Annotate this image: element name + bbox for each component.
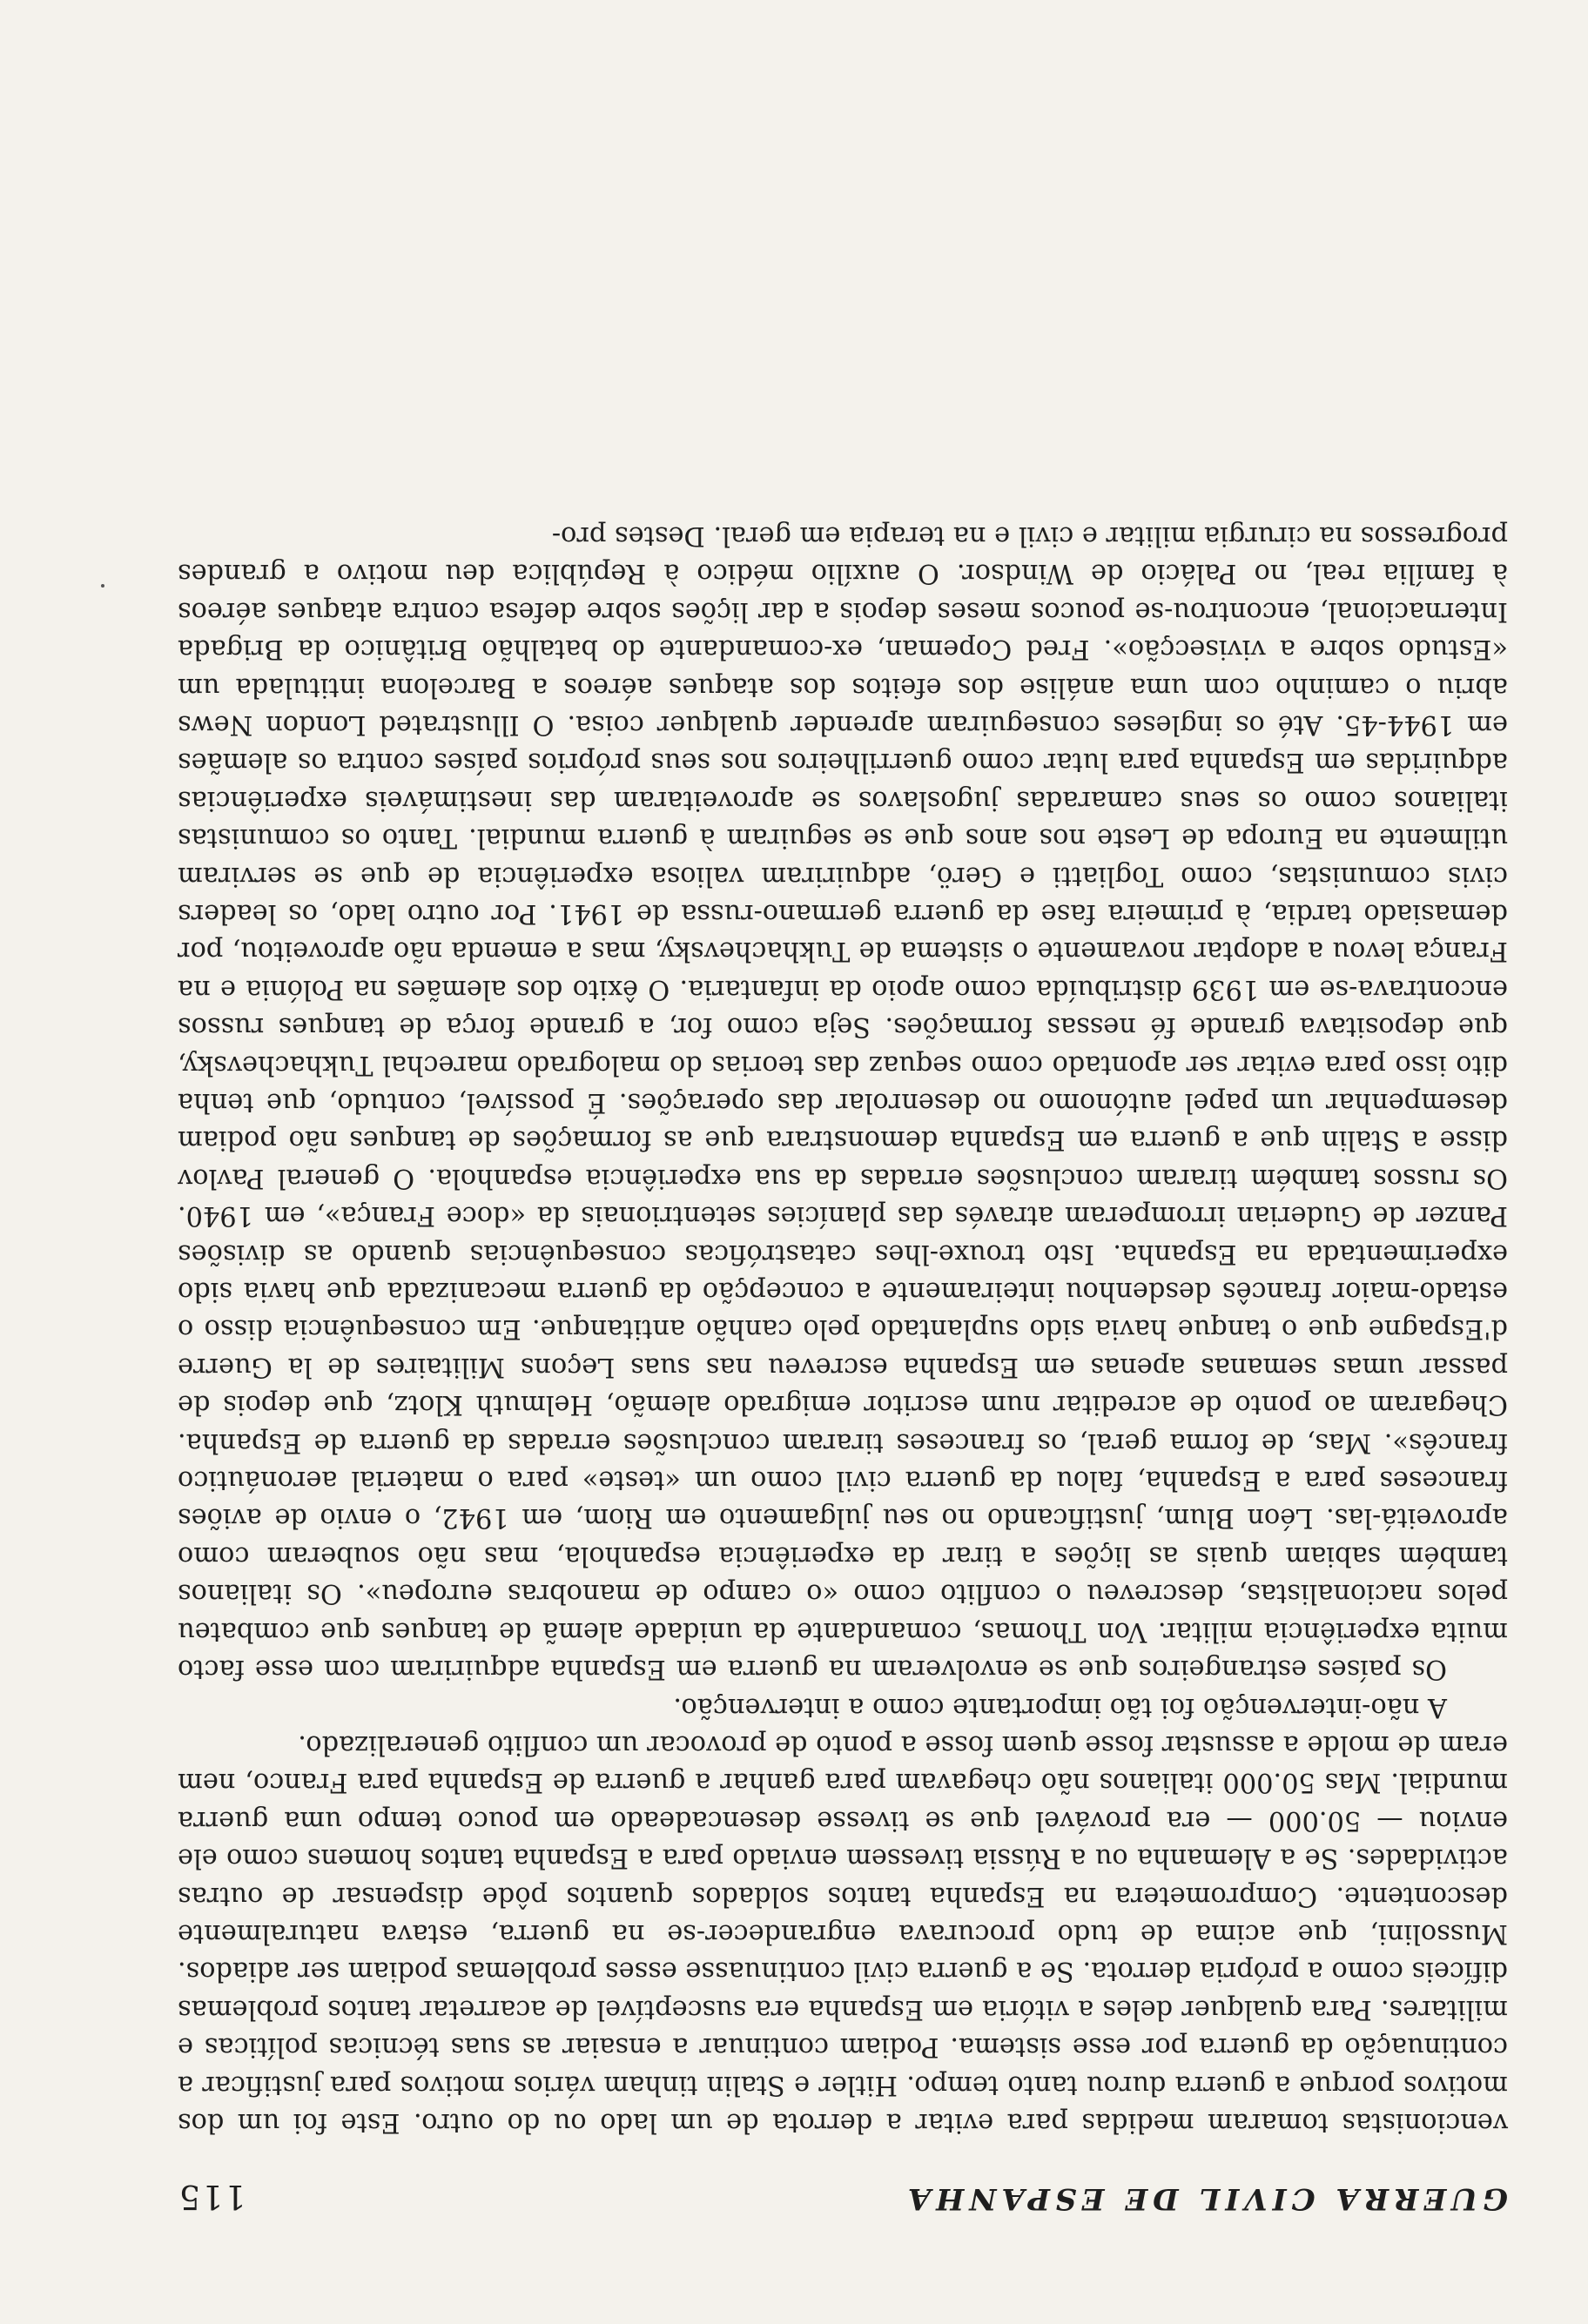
paragraph-continuation: vencionistas tomaram medidas para evitar a derrota de um lado ou do outro. Este foi um dos motivos porque a guerra durou tanto tempo. Hitler e Stalin tinham vários motivos para justificar a continuação da guerra por esse sistema. Podiam continuar a ensaiar as suas técnicas políticas e militares. Para qualquer deles a vitória em Espanha era susceptível de acarretar tantos problemas difíceis como a própria derrota. Se a guerra civil continuasse esses problemas podiam ser adiados. Mussolini, que acima de tudo procurava engrandecer-se na guerra, estava naturalmente descontente. Comprometera na Espanha tantos soldados quantos pôde dispensar de outras actividades. Se a Alemanha ou a Rússia tivessem enviado para a Espanha tantos homens como ele enviou — 50.000 — era provável que se tivesse desencadeado em pouco tempo uma guerra mundial. Mas 50.000 italianos não chegavam para ganhar a guerra de Espanha para Franco, nem eram de molde a assustar fosse quem fosse a ponto de provocar um conflito generalizado. [178,1729,1508,2138]
paragraph-foreign-experience: Os países estrangeiros que se envolveram na guerra em Espanha adquiriram com esse facto muita experiência militar. Von Thomas, comandante da unidade alemã de tanques que combateu pelos nacionalistas, descreveu o conflito como «o campo de manobras europeu». Os italianos também sabiam quais as lições a tirar da experiência espanhola, mas não souberam como aproveitá-las. Léon Blum, justificando no seu julgamento em Riom, em 1942, o envio de aviões franceses para a Espanha, falou da guerra civil como um «teste» para o material aeronáutico francês». Mas, de forma geral, os franceses tiraram conclusões erradas da guerra de Espanha. Chegaram ao ponto de acreditar num escritor emigrado alemão, Helmuth Klotz, que depois de passar umas semanas apenas em Espanha escreveu nas suas Leçons Militaires de la Guerre d'Espagne que o tanque havia sido suplantado pelo canhão antitanque. Em consequência disso o estado-maior francês desdenhou inteiramente a concepção da guerra mecanizada que havia sido experimentada na Espanha. Isto trouxe-lhes catastróficas consequências quando as divisões Panzer de Guderian irromperam através das planícies setentrionais da «doce França», em 1940. Os russos também tiraram conclusões erradas da sua experiência espanhola. O general Pavlov disse a Stalin que a guerra em Espanha demonstrara que as formações de tanques não podiam desempenhar um papel autónomo no desenrolar das operações. É possível, contudo, que tenha dito isso para evitar ser apontado como sequaz das teorias do malogrado marechal Tukhachevsky, que depositava grande fé nessas formações. Seja como for, a grande força de tanques russos encontrava-se em 1939 distribuída como apoio da infantaria. O êxito dos alemães na Polónia e na França levou a adoptar novamente o sistema de Tukhachevsky, mas a emenda não aproveitou, por demasiado tardia, à primeira fase da guerra germano-russa de 1941. Por outro lado, os leaders civis comunistas, como Togliatti e Gerö, adquiriram valiosa experiência de que se serviram utilmente na Europa de Leste nos anos que se seguiram à guerra mundial. Tanto os comunistas italianos como os seus camaradas jugoslavos se aproveitaram das inestimáveis experiências adquiridas em Espanha para lutar como guerrilheiros nos seus próprios países contra os alemães em 1944-45. Até os ingleses conseguiram aprender qualquer coisa. O Illustrated London News abriu o caminho com uma análise dos efeitos dos ataques aéreos a Barcelona intitulada um «Estudo sobre a vivisecção». Fred Copeman, ex-comandante do batalhão Britânico da Brigada Internacional, encontrou-se poucos meses depois a dar lições sobre defesa contra ataques aéreos à família real, no Palácio de Windsor. O auxílio médico à República deu motivo a grandes progressos na cirurgia militar e civil e na terapia em geral. Destes pro- [178,520,1508,1685]
paragraph-nonintervention: A não-intervenção foi tão importante como a intervenção. [673,1691,1447,1723]
page-header [178,2164,1508,2216]
page-number: 115 [178,2178,246,2216]
body-text [178,517,1508,2141]
running-head: GUERRA CIVIL DE ESPANHA [902,2181,1508,2216]
margin-dot [101,584,104,588]
